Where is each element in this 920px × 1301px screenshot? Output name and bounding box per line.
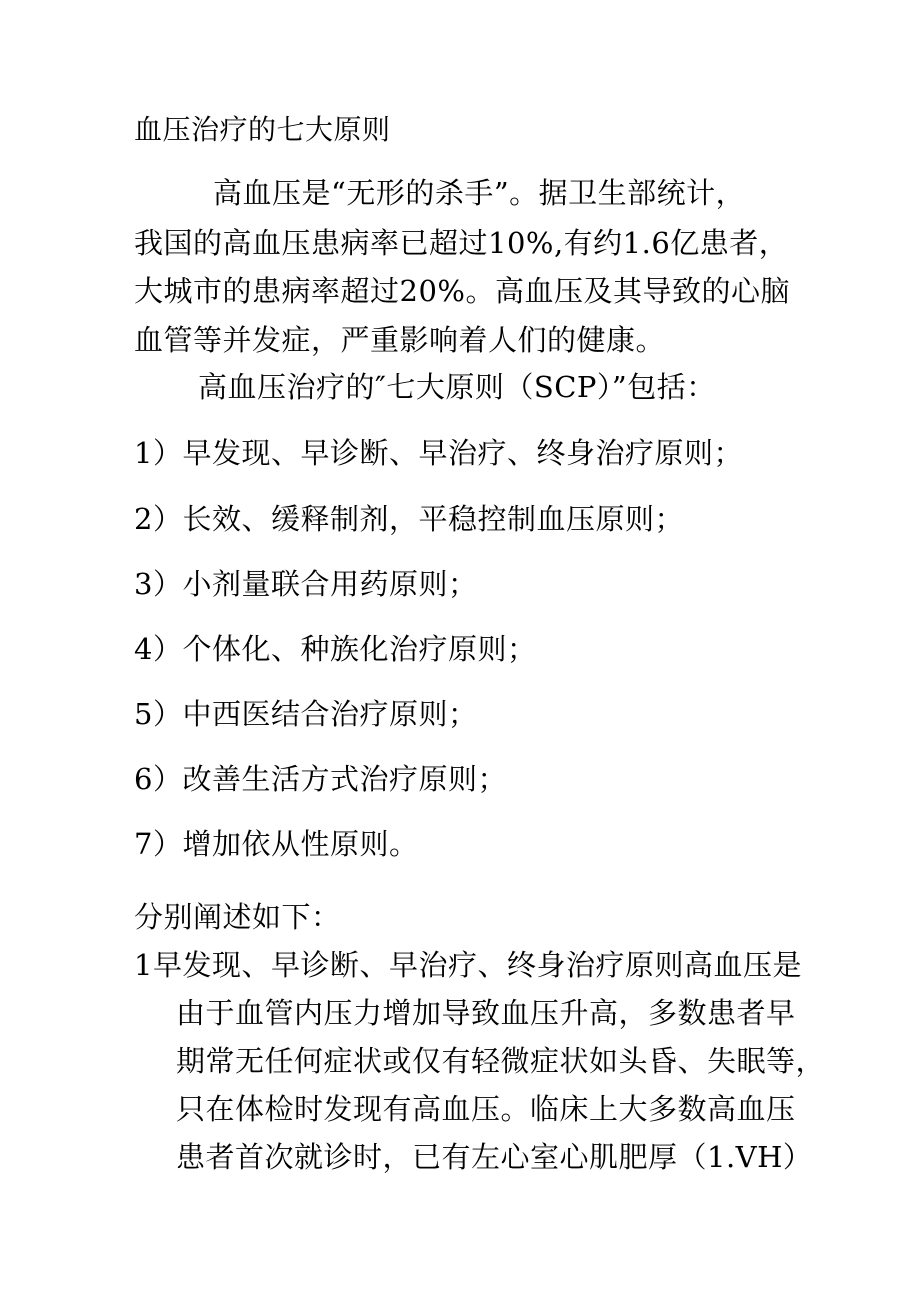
- detail-line-3: 期常无任何症状或仅有轻微症状如头昏、失眠等，: [176, 1044, 826, 1078]
- detail-line-2: 由于血管内压力增加导致血压升高，多数患者早: [176, 996, 796, 1030]
- principle-item-1: 1）早发现、早诊断、早治疗、终身治疗原则；: [134, 436, 743, 470]
- detail-line-1: 1早发现、早诊断、早治疗、终身治疗原则高血压是: [134, 948, 802, 982]
- intro-line-3: 大城市的患病率超过20%。高血压及其导致的心脑: [134, 274, 790, 308]
- principle-item-4: 4）个体化、种族化治疗原则；: [134, 632, 537, 666]
- document-title: 血压治疗的七大原则: [134, 113, 391, 146]
- intro-line-1: 高血压是“无形的杀手”。据卫生部统计，: [213, 176, 746, 210]
- intro-line-4: 血管等并发症，严重影响着人们的健康。: [134, 323, 666, 357]
- detail-line-5: 患者首次就诊时，已有左心室心肌肥厚（1.VH）: [176, 1140, 813, 1174]
- explain-heading: 分别阐述如下：: [134, 900, 341, 934]
- principle-item-2: 2）长效、缓释制剂，平稳控制血压原则；: [134, 502, 684, 536]
- principle-item-5: 5）中西医结合治疗原则；: [134, 697, 478, 731]
- intro-line-2: 我国的高血压患病率已超过10%,有约1.6亿患者，: [134, 226, 789, 260]
- principle-item-3: 3）小剂量联合用药原则；: [134, 567, 478, 601]
- principle-item-6: 6）改善生活方式治疗原则；: [134, 762, 507, 796]
- scp-intro-line: 高血压治疗的″七大原则（SCP）”包括：: [198, 370, 716, 404]
- principle-item-7: 7）增加依从性原则。: [134, 827, 419, 861]
- detail-line-4: 只在体检时发现有高血压。临床上大多数高血压: [176, 1092, 796, 1126]
